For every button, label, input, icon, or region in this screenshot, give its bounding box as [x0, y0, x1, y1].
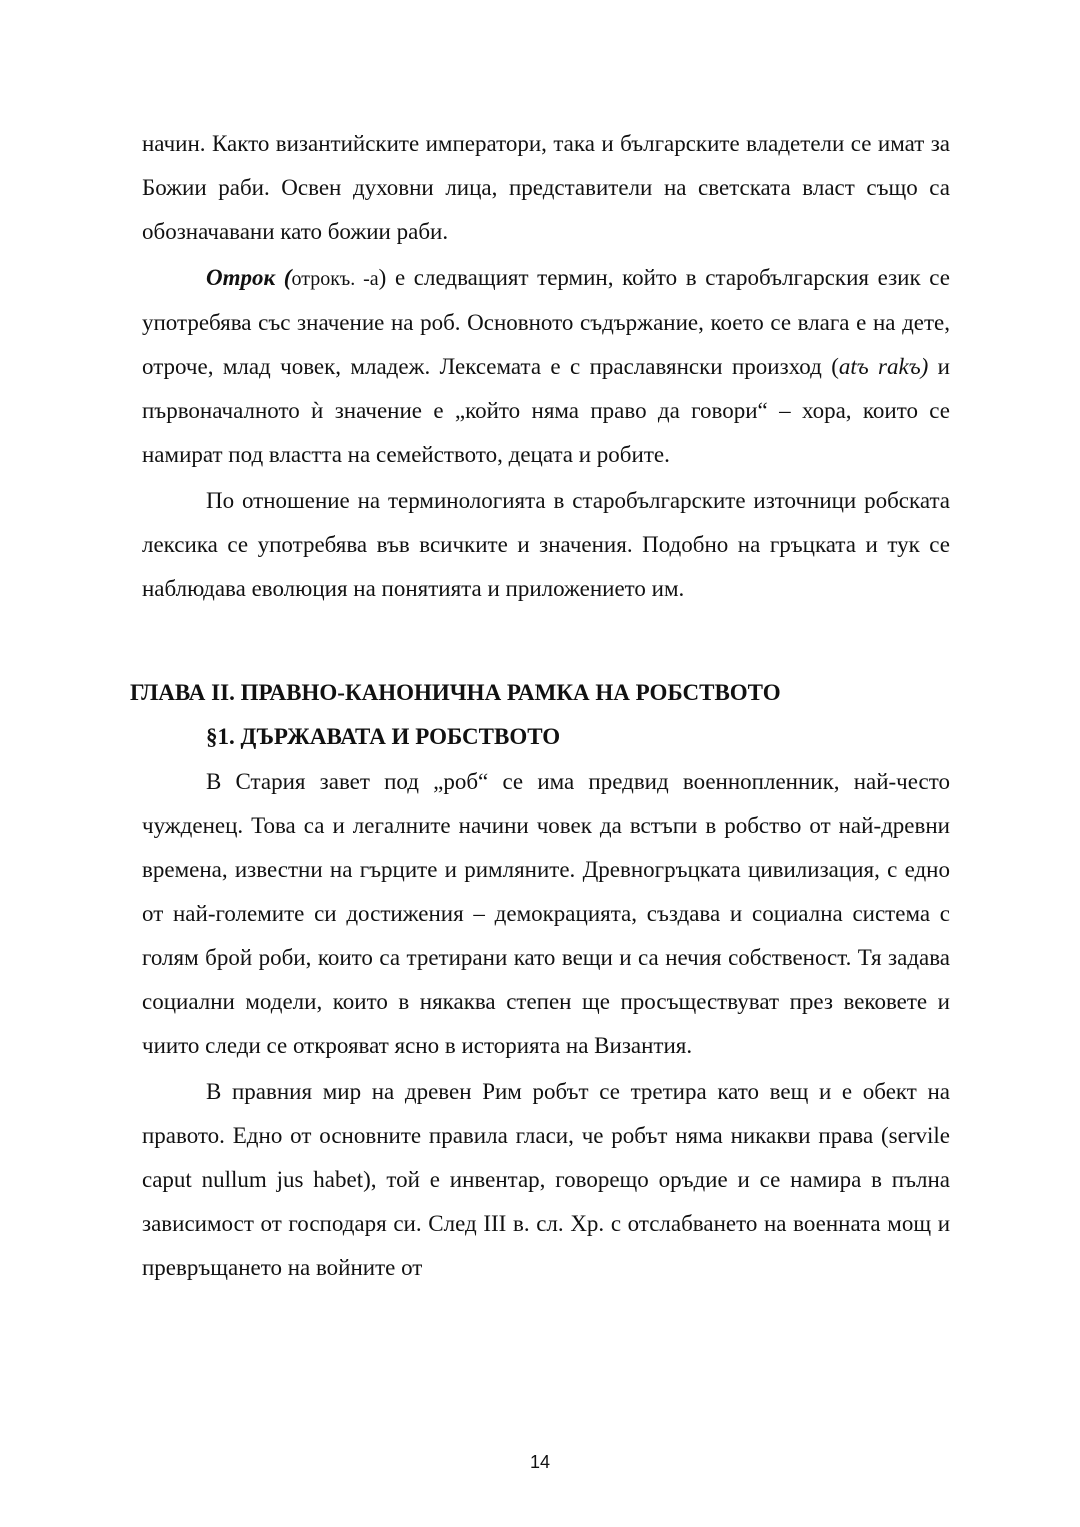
paragraph-2 [142, 256, 950, 477]
page-number: 14 [529, 1452, 551, 1472]
body-text-bottom [142, 760, 950, 1290]
paragraph-1: начин. Както византийските императори, така и българските владетели се имат за Божии раби. Освен духовни лица, представители на светската власт също са обозначавани като божии раби. [142, 131, 950, 244]
paragraph-3: По отношение на терминологията в старобългарските източници робската лексика се употребява във всичките и значения. Подобно на гръцката и тук се наблюдава еволюция на понятията и приложението им. [142, 488, 950, 601]
body-text-top [142, 122, 950, 611]
slavonic-word: отрокъ. -а [291, 268, 379, 290]
paragraph-5: В правния мир на древен Рим робът се третира като вещ и е обект на правото. Едно от основните правила гласи, че робът няма никакви права (servile caput nullum jus habet), той е инвентар, говорещо оръдие и се намира в пълна зависимост от господаря си. След III в. сл. Хр. с отслабването на военната мощ и превръщането на войните от [142, 1079, 950, 1280]
paragraph-4: В Стария завет под „роб“ се има предвид военнопленник, най-често чужденец. Това са и легалните начини човек да встъпи в робство от най-древни времена, известни на гърците и римляните. Древногръцката цивилизация, с едно от най-големите си достижения – демокрацията, създава и социална система с голям брой роби, които са третирани като вещи и са нечия собственост. Тя задава социални модели, които в някаква степен ще просъществуват през вековете и чиито следи се открояват ясно в историята на Византия. [142, 769, 950, 1058]
paragraph-2-part-2: и първоначалното ѝ значение е „който няма право да говори“ – хора, които се намират под властта на семейството, децата и робите. [142, 354, 950, 467]
section-heading: §1. ДЪРЖАВАТА И РОБСТВОТО [206, 724, 561, 749]
etymology: atъ rakъ) [838, 354, 929, 379]
chapter-heading: ГЛАВА II. ПРАВНО-КАНОНИЧНА РАМКА НА РОБСТВОТО [130, 680, 781, 705]
term-otrok: Отрок [206, 265, 276, 290]
paragraph-2-part-1: ) е следващият термин, който в старобългарския език се употребява със значение на роб. Основното съдържание, което се влага е на дете, отроче, млад човек, младеж. Лексемата е с праславянски произход ( [142, 265, 950, 379]
open-paren: ( [275, 265, 292, 290]
